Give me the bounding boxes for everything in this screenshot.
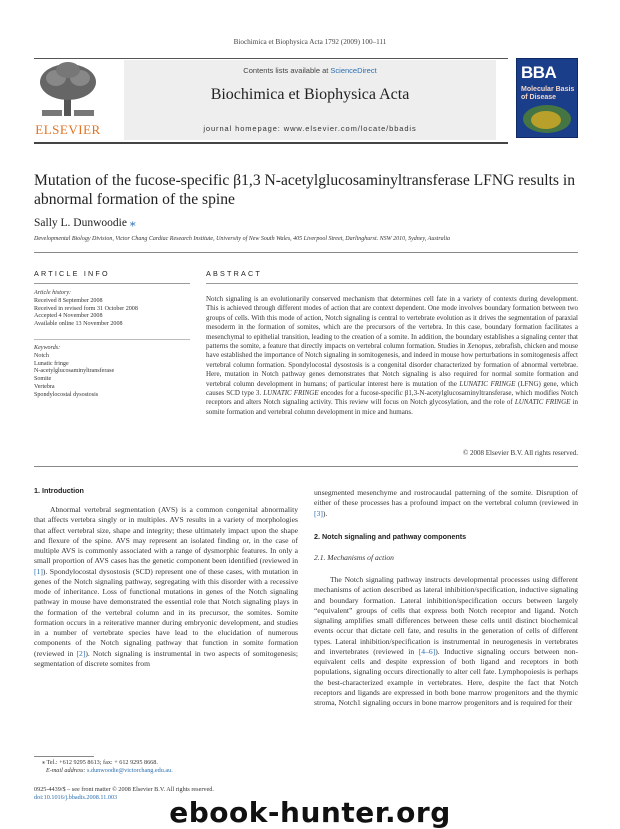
masthead-bottom-rule [34, 142, 508, 144]
continued-paragraph [314, 488, 578, 519]
abstract-text [206, 295, 578, 417]
intro-paragraph [34, 505, 298, 669]
citation-link[interactable]: [1] [34, 566, 43, 576]
continued-text: unsegmented mesenchyme and rostrocaudal patterning of the somite. Disruption of either of these processes has a profound impact on the vertebral column (reviewed in [314, 488, 578, 508]
watermark: ebook-hunter.org [169, 796, 451, 829]
abstract-part: (LFNG) gene, which causes SCD type 3. [206, 379, 579, 398]
keyword: Lunatic fringe [34, 360, 69, 367]
continued-text: ). [322, 508, 328, 518]
history-item: Available online 13 November 2008 [34, 321, 123, 328]
history-item: Received 8 September 2008 [34, 297, 103, 304]
running-head: Biochimica et Biophysica Acta 1792 (2009) 100–111 [233, 38, 387, 46]
abstract-bottom-rule [34, 466, 578, 467]
cover-title: BBA [521, 63, 557, 82]
issn-line: 0925-4439/$ – see front matter © 2008 Elsevier B.V. All rights reserved. [34, 786, 214, 793]
section-heading: 1. Introduction [34, 486, 84, 495]
mechanisms-paragraph [314, 575, 578, 708]
keyword: N-acetylglucosaminyltransferase [34, 368, 115, 375]
sciencedirect-link[interactable]: ScienceDirect [330, 66, 377, 75]
elsevier-wordmark: ELSEVIER [35, 122, 101, 137]
history-item: Accepted 4 November 2008 [34, 313, 103, 320]
intro-text: Abnormal vertebral segmentation (AVS) is a common congenital abnormality that affects vertebra singly or in multiples. AVS results in a variety of morphologies that affect vertebral size, shape and integrity; these ultimately impact upon the shape and flexure of the spine. AVS may represent an isolated finding or, in the case of multiple AVS is commonly associated with a range of dysmorphic features. In only a small proportion of AVS cases has the genetic component been identified (reviewed in [34, 505, 298, 566]
footnote-email-label: E-mail address: [46, 767, 86, 774]
article-info-heading: ARTICLE INFO [34, 269, 110, 278]
keywords-rule [34, 339, 190, 340]
abstract-italic: LUNATIC FRINGE [459, 379, 516, 388]
article-title: Mutation of the fucose-specific β1,3 N-acetylglucosaminyltransferase LFNG results in abnormal formation of the spine [34, 172, 575, 208]
cover-subtitle: Molecular Basis of Disease [521, 86, 575, 101]
keywords-label: Keywords: [34, 345, 61, 351]
doi-link[interactable]: doi:10.1016/j.bbadis.2008.11.003 [34, 794, 118, 801]
journal-homepage[interactable]: journal homepage: www.elsevier.com/locate/bbadis [203, 124, 417, 133]
citation-link[interactable]: [2] [76, 648, 86, 658]
abstract-rule [206, 283, 578, 284]
keyword: Spondylocostal dysostosis [34, 391, 99, 398]
author-name: Sally L. Dunwoodie [34, 217, 127, 229]
abstract-italic: LUNATIC FRINGE [263, 389, 319, 398]
abstract-part: , zebrafish, chicken and mouse have established the importance of Notch signaling in somitogenesis, and indeed in mouse how perturbations in somitogenesis affect vertebral column formation. Spondylocostal dysostosis is a congenital disorder characterized by formation of abnormal vertebrae. Here, mutation in Notch pathway genes demonstrates that Notch signaling is also required for normal somite formation and vertebral column development in humans; of particular interest here is mutation of the [206, 342, 579, 388]
cover-art-detail [531, 111, 561, 129]
abstract-copyright: © 2008 Elsevier B.V. All rights reserved. [462, 449, 578, 457]
mechanisms-text: The Notch signaling pathway instructs developmental processes using different mechanisms of action described as lateral inhibition/specification, inductive signaling and boundary formation. Lateral inhibition/specification occurs between largely “equivalent” groups of cells that express both Notch receptor and ligand. Notch signaling amplifies small differences between these cells until distinct biochemical events occur that dictate cell fate, and results in the generation of cells of different types. Lateral inhibition/specification is instrumental in neurogenesis in vertebrates and invertebrates (reviewed in [314, 575, 578, 656]
contents-line [124, 66, 496, 75]
footnote-rule [34, 756, 94, 757]
intro-text: ). Notch signaling is instrumental in two aspects of somitogenesis; segmentation of discrete somites from [34, 648, 298, 668]
author-affiliation: Developmental Biology Division, Victor Chang Cardiac Research Institute, University of New South Wales, 405 Liverpool Street, Darlinghurst. NSW 2010, Sydney, Australia [34, 236, 451, 242]
mechanisms-text: ). Inductive signaling occurs between non-equivalent cells and despite expression of both ligand and receptors in both populations, signaling occurs directionally to alter cell fate. Lymphopoiesis is perhaps the best-characterized example in vertebrates. Here, despite the fact that Notch receptors and ligands are expressed in both bone marrow progenitors and the thymic stroma, Notch1 signaling occurs in bone marrow progenitors and is required for their [314, 646, 579, 707]
history-label: Article history: [34, 290, 72, 296]
abstract-part: encodes for a fucose-specific β1,3-N-acetylglucosaminyltransferase, which modifies Notch receptors and alters Notch signaling activity. This review will focus on Notch glycosylation, and the role of [206, 389, 578, 407]
masthead-top-rule [34, 58, 508, 59]
abstract-part: in somite formation and vertebral column development in mice and humans. [206, 398, 579, 416]
contents-prefix: Contents lists available at [243, 66, 331, 75]
keyword: Notch [34, 352, 49, 359]
abstract-italic: LUNATIC FRINGE [514, 398, 571, 407]
citation-link[interactable]: [4–6] [418, 646, 436, 656]
subsection-heading: 2.1. Mechanisms of action [314, 553, 394, 562]
article-info-rule [34, 283, 190, 284]
affiliation-rule [34, 252, 578, 253]
journal-cover [516, 58, 578, 138]
footnote-tel: ⁎ Tel.: +612 9295 8613; fax: + 612 9295 8668. [42, 759, 158, 766]
journal-name: Biochimica et Biophysica Acta [210, 86, 410, 103]
intro-text: ). Spondylocostal dysostosis (SCD) represent one of these cases, with mutation in genes of the Notch signaling pathway, segregating with this disorder with a recessive mode of inheritance. Loss of functional mutations in genes of the Notch signaling pathway in mouse have demonstrated the essential role that Notch signaling plays in the formation of the vertebral column and in its precursor, the somites. Somite formation occurs in a reiterative manner during embryonic development, and studies in a number of vertebrate species have lead to the elucidation of numerous components of the Notch signaling pathway that function in somite formation (reviewed in [34, 566, 298, 658]
author-line [34, 215, 136, 229]
keywords [34, 345, 194, 400]
abstract-italic: Xenopus [467, 342, 492, 351]
section-heading: 2. Notch signaling and pathway components [314, 532, 467, 541]
abstract-heading: ABSTRACT [206, 269, 262, 278]
history-item: Received in revised form 31 October 2008 [34, 305, 138, 312]
footnote-email-link[interactable]: s.dunwoodie@victorchang.edu.au. [87, 767, 173, 774]
author-footnote-mark[interactable]: ⁎ [129, 217, 136, 229]
abstract-part: Notch signaling is an evolutionarily conserved mechanism that determines cell fate in a variety of contexts during development. This is achieved through different modes of action that are context dependent. One mode involves boundary formation between two groups of cells. With this mode of action, Notch signaling is central to vertebrate evolution as it drives the segmentation of paraxial mesoderm in the formation of somites, which are the precursors of the vertebra. In this case, boundary formation facilitates a mesenchymal to epithelial transition, leading to the creation of a somite. In addition, the boundary establishes a signaling center that patterns the somite, a feature that directly impacts on vertebral column formation. Studies in [206, 295, 578, 351]
author-footnote [34, 759, 294, 775]
keyword: Somite [34, 376, 52, 383]
keyword: Vertebra [34, 383, 55, 390]
citation-link[interactable]: [3] [314, 508, 323, 518]
article-history [34, 290, 194, 329]
